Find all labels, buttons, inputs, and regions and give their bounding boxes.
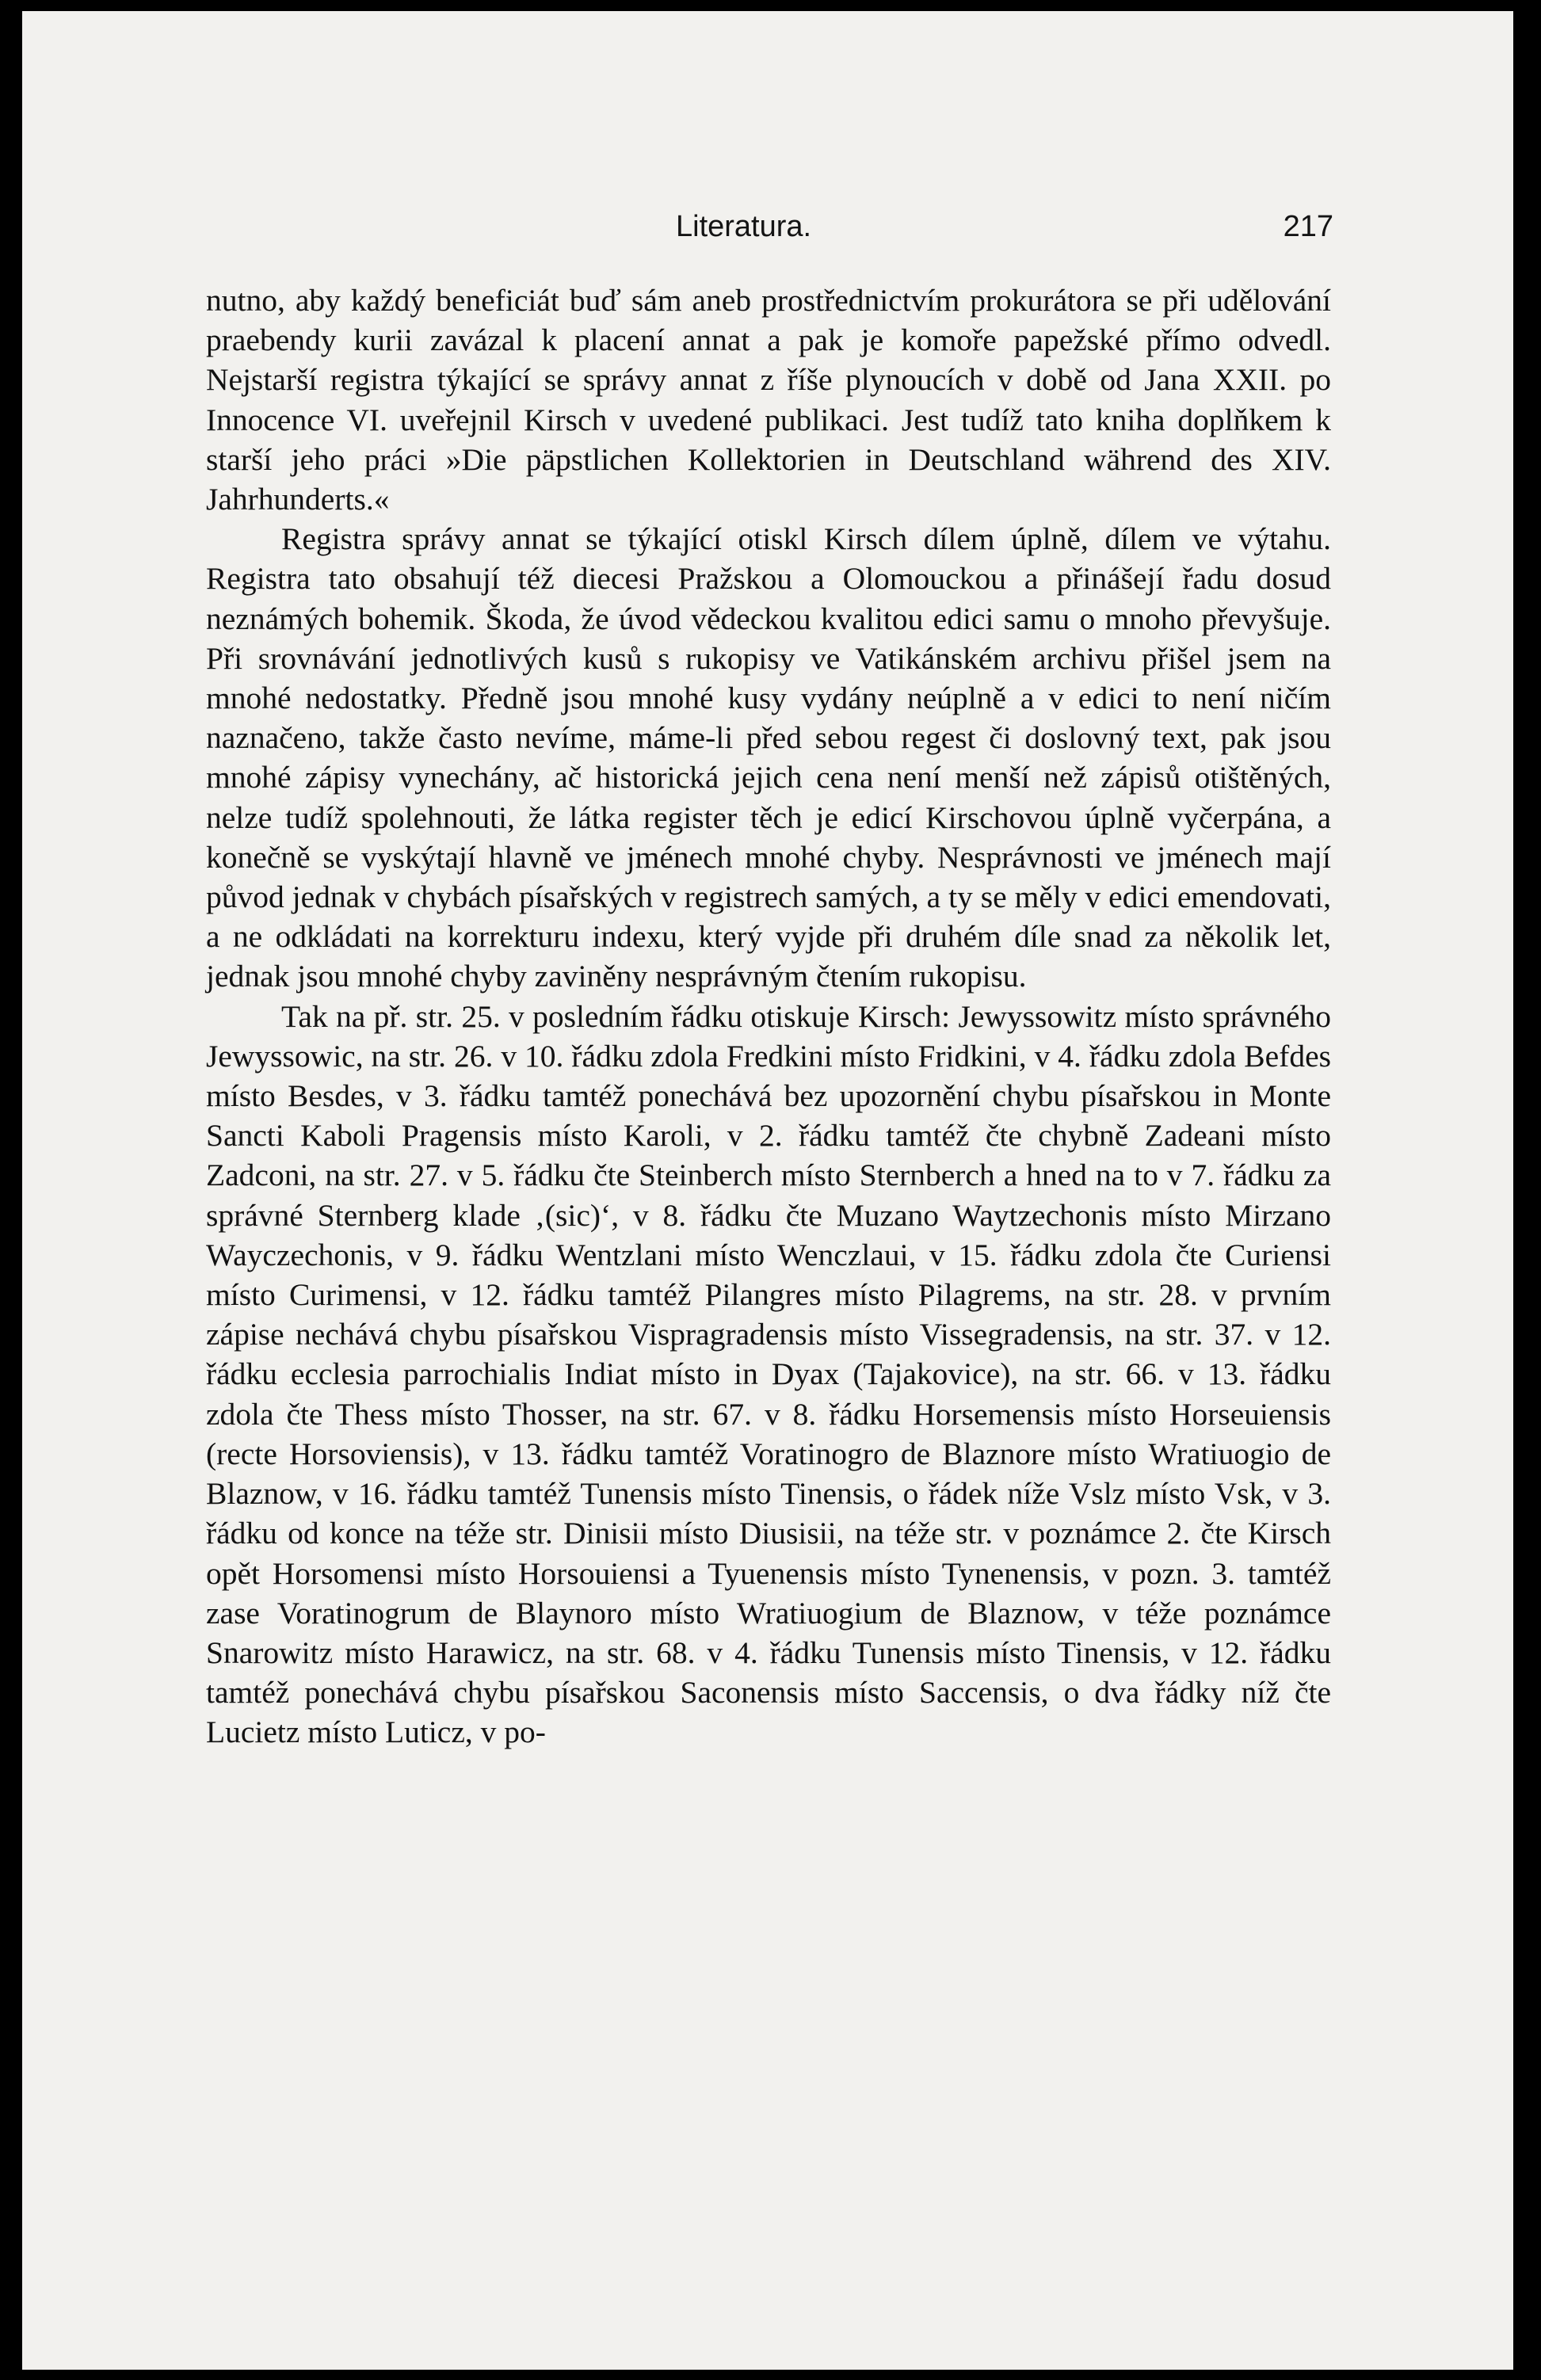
document-page xyxy=(22,11,1513,2370)
body-text xyxy=(206,280,1331,1753)
paragraph-2: Registra správy annat se týkající otiskl Kirsch dílem úplně, dílem ve výtahu. Registra tato obsahují též diecesi Pražskou a Olomouckou a přinášejí řadu dosud neznámých bohemik. Škoda, že úvod vědeckou kvalitou edici samu o mnoho převyšuje. Při srovnávání jednotlivých kusů s rukopisy ve Vatikánském archivu přišel jsem na mnohé nedostatky. Předně jsou mnohé kusy vydány neúplně a v edici to není ničím naznačeno, takže často nevíme, máme-li před sebou regest či doslovný text, pak jsou mnohé zápisy vynechány, ač historická jejich cena není menší než zápisů otištěných, nelze tudíž spolehnouti, že látka register těch je edicí Kirschovou úplně vyčerpána, a konečně se vyskýtají hlavně ve jménech mnohé chyby. Nesprávnosti ve jménech mají původ jednak v chybách písařských v registrech samých, a ty se měly v edici emendovati, a ne odkládati na korrekturu indexu, který vyjde při druhém díle snad za několik let, jednak jsou mnohé chyby zaviněny nesprávným čtením rukopisu. xyxy=(206,521,1331,994)
paragraph-3: Tak na př. str. 25. v posledním řádku otiskuje Kirsch: Jewyssowitz místo správného Jewyssowic, na str. 26. v 10. řádku zdola Fredkini místo Fridkini, v 4. řádku zdola Befdes místo Besdes, v 3. řádku tamtéž ponechává bez upozornění chybu písařskou in Monte Sancti Kaboli Pragensis místo Karoli, v 2. řádku tamtéž čte chybně Zadeani místo Zadconi, na str. 27. v 5. řádku čte Steinberch místo Sternberch a hned na to v 7. řádku za správné Sternberg klade ‚(sic)‘, v 8. řádku čte Muzano Waytzechonis místo Mirzano Wayczechonis, v 9. řádku Wentzlani místo Wenczlaui, v 15. řádku zdola čte Curiensi místo Curimensi, v 12. řádku tamtéž Pilangres místo Pilagrems, na str. 28. v prvním zápise nechává chybu písařskou Vispragradensis místo Vissegradensis, na str. 37. v 12. řádku ecclesia parrochialis Indiat místo in Dyax (Tajakovice), na str. 66. v 13. řádku zdola čte Thess místo Thosser, na str. 67. v 8. řádku Horsemensis místo Horseuiensis (recte Horsoviensis), v 13. řádku tamtéž Voratinogro de Blaznore místo Wratiuogio de Blaznow, v 16. řádku tamtéž Tunensis místo Tinensis, o řádek níže Vslz místo Vsk, v 3. řádku od konce na téže str. Dinisii místo Diusisii, na téže str. v poznámce 2. čte Kirsch opět Horsomensi místo Horsouiensi a Tyuenensis místo Tynenensis, v pozn. 3. tamtéž zase Voratinogrum de Blaynoro místo Wratiuogium de Blaznow, v téže poznámce Snarowitz místo Harawicz, na str. 68. v 4. řádku Tunensis místo Tinensis, v 12. řádku tamtéž ponechává chybu písařskou Saconensis místo Saccensis, o dva řádky níž čte Lucietz místo Luticz, v po- xyxy=(206,998,1331,1750)
running-header xyxy=(676,210,1333,257)
paragraph-1: nutno, aby každý beneficiát buď sám aneb prostřednictvím prokurátora se při udělování praebendy kurii zavázal k placení annat a pak je komoře papežské přímo odvedl. Nejstarší registra týkající se správy annat z říše plynoucích v době od Jana XXII. po Innocence VI. uveřejnil Kirsch v uvedené publikaci. Jest tudíž tato kniha doplňkem k starší jeho práci »Die päpstlichen Kollektorien in Deutschland während des XIV. Jahrhunderts.« xyxy=(206,283,1331,517)
page-number: 217 xyxy=(1283,210,1333,243)
header-title: Literatura. xyxy=(676,210,812,243)
